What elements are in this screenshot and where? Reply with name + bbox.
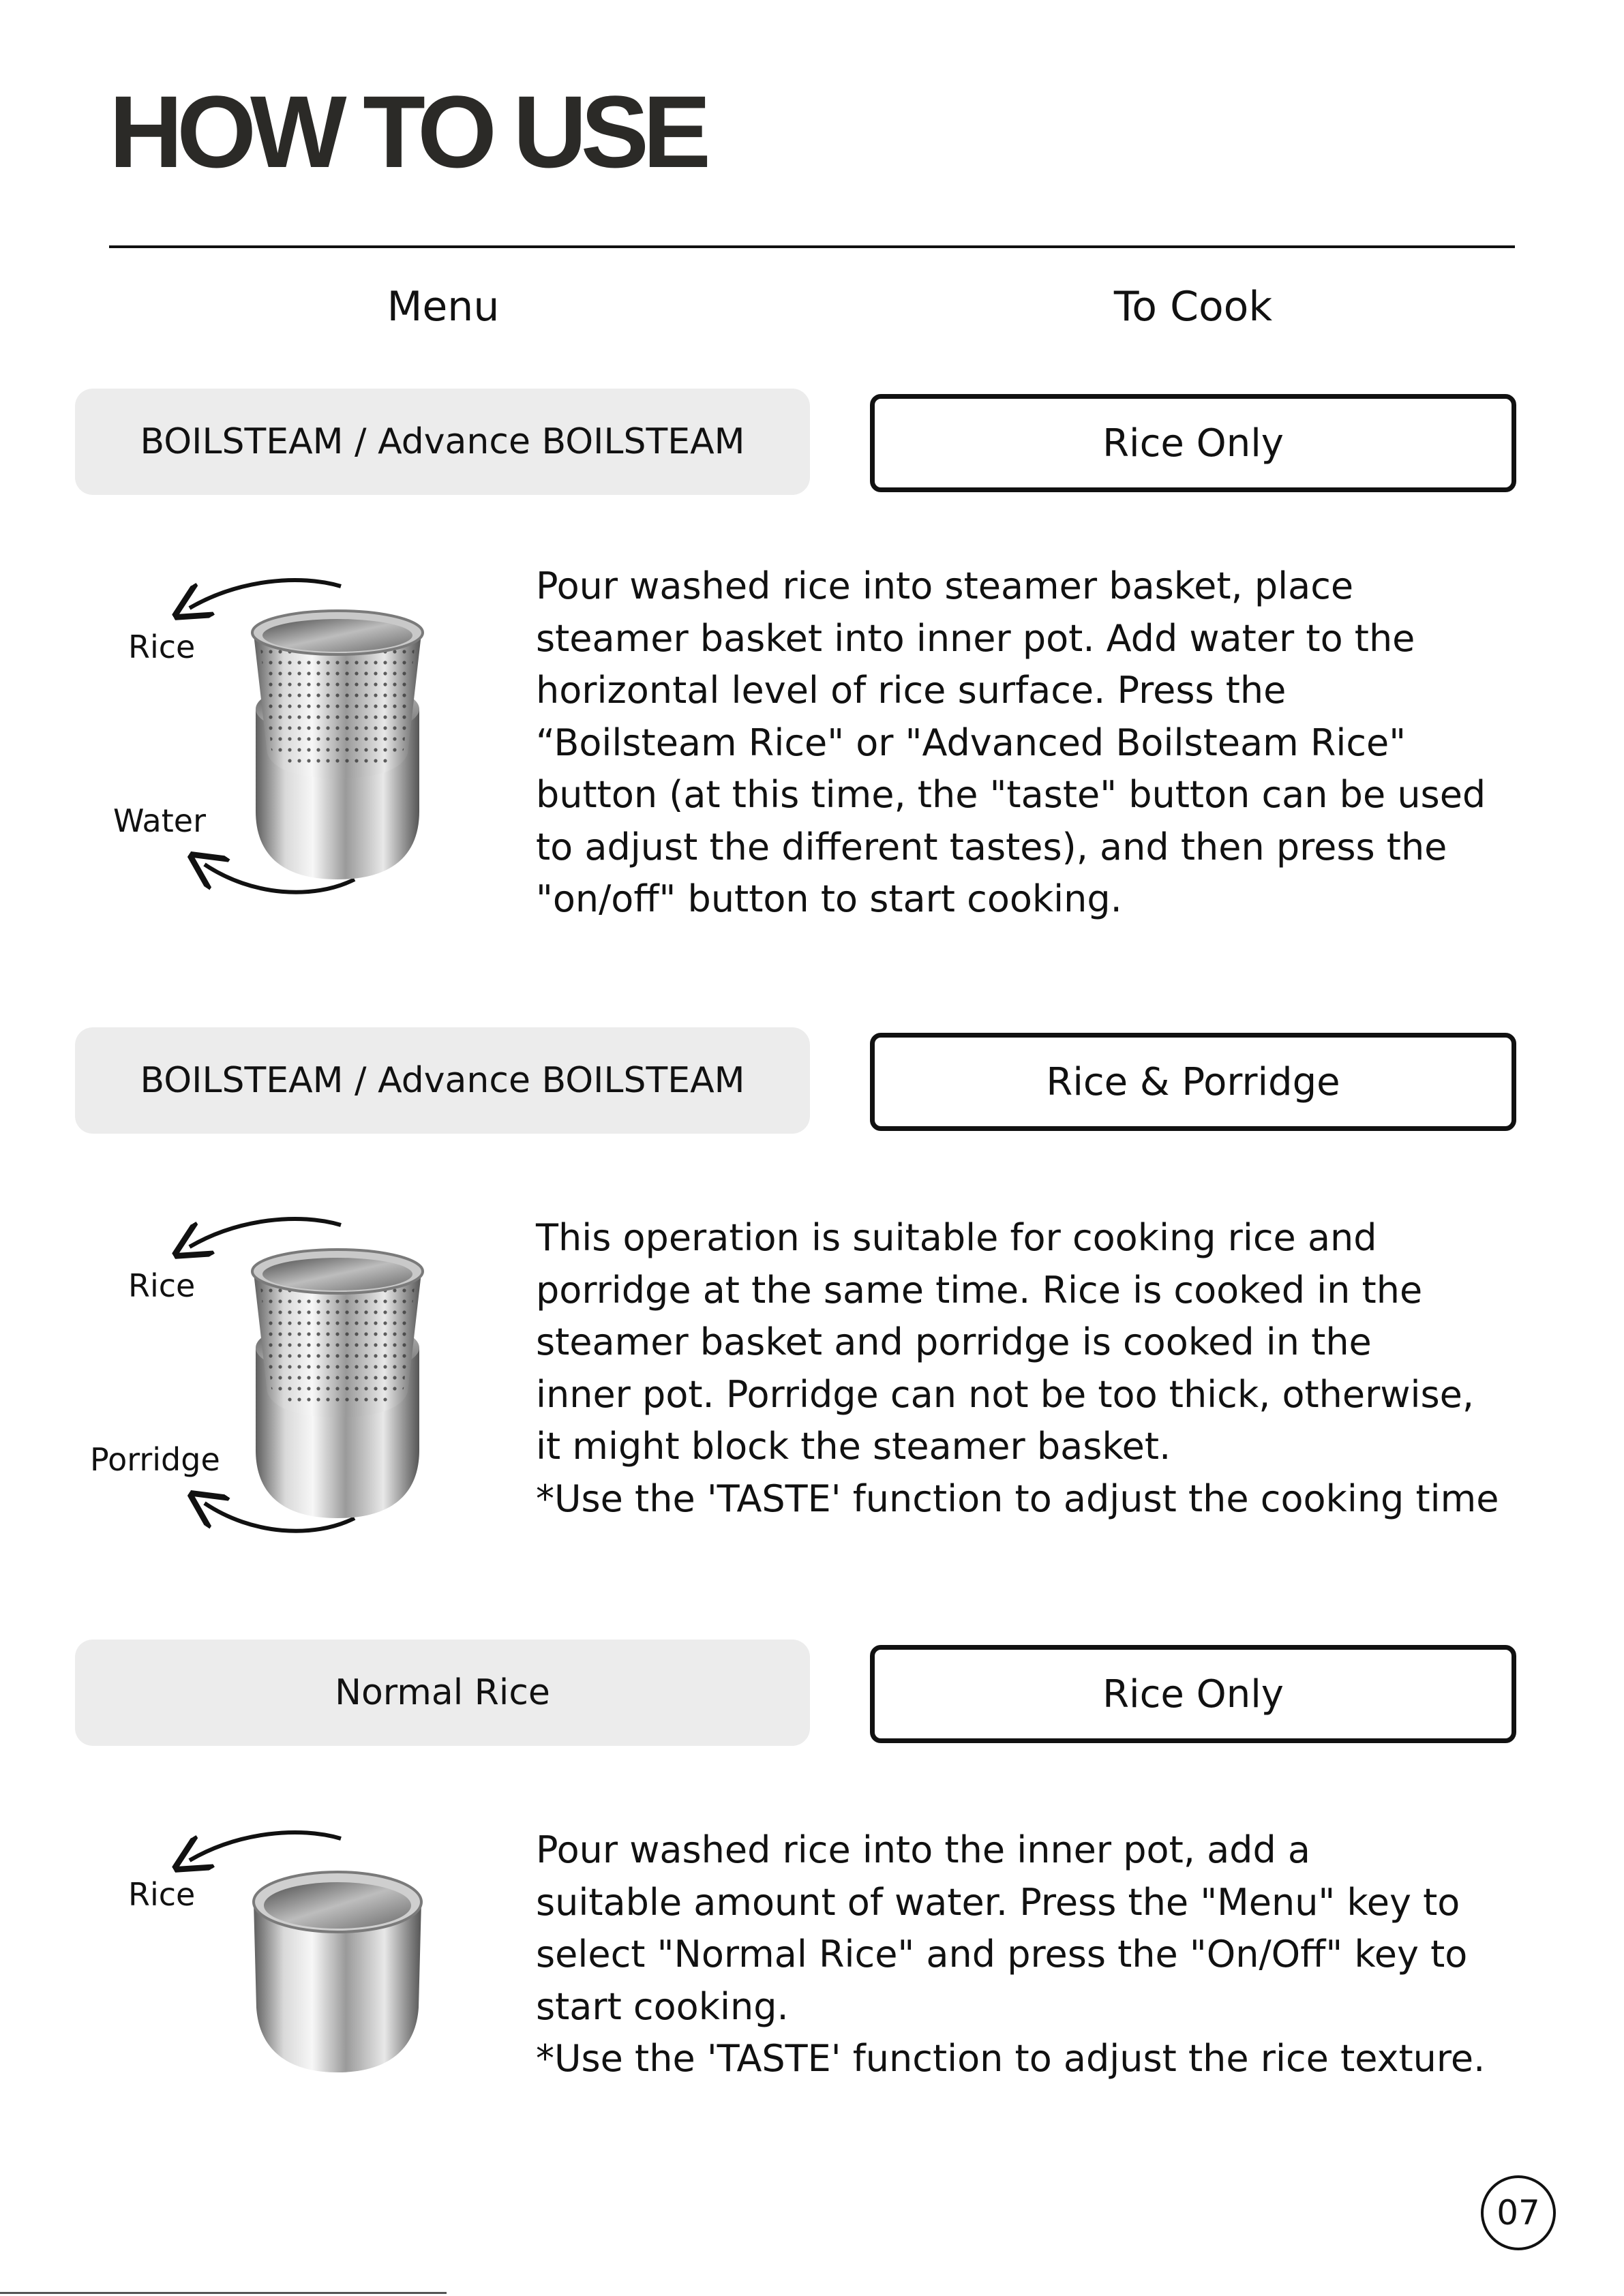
menu-mode-pill: BOILSTEAM / Advance BOILSTEAM bbox=[75, 1027, 810, 1134]
inner-pot-image bbox=[75, 1810, 498, 2096]
rice-label: Rice bbox=[128, 1267, 196, 1304]
steamer-basket-in-pot-image bbox=[75, 1198, 498, 1552]
footer-line bbox=[0, 2292, 447, 2294]
title-divider bbox=[109, 245, 1515, 248]
page-number: 07 bbox=[1481, 2175, 1556, 2250]
column-header-to-cook: To Cook bbox=[1113, 283, 1273, 331]
rice-label: Rice bbox=[128, 1876, 196, 1913]
column-header-menu: Menu bbox=[387, 283, 500, 331]
page-title: HOW TO USE bbox=[109, 74, 705, 189]
water-label: Water bbox=[113, 802, 206, 839]
to-cook-box: Rice Only bbox=[870, 1645, 1516, 1743]
instruction-text: Pour washed rice into steamer basket, place steamer basket into inner pot. Add water to the horizontal level of rice surface. Press the “Boilsteam Rice" or "Advanced Boilsteam Rice" button (at this time, the "taste" button can be used to adjust the different tastes), and then press the "on/off" button to start cooking. bbox=[536, 564, 1486, 920]
menu-mode-pill: BOILSTEAM / Advance BOILSTEAM bbox=[75, 389, 810, 495]
to-cook-box: Rice & Porridge bbox=[870, 1033, 1516, 1131]
steamer-basket-in-pot-image bbox=[75, 559, 498, 913]
porridge-label: Porridge bbox=[90, 1441, 220, 1478]
instruction-text: Pour washed rice into the inner pot, add a suitable amount of water. Press the "Menu" key to select "Normal Rice" and press the "On/Off" key to start cooking. *Use the 'TASTE' function to adjust the rice texture. bbox=[536, 1828, 1486, 2080]
menu-mode-pill: Normal Rice bbox=[75, 1640, 810, 1746]
instruction-text: This operation is suitable for cooking rice and porridge at the same time. Rice is cooked in the steamer basket and porridge is cooked in the inner pot. Porridge can not be too thick, otherwise, it might block the steamer basket. *Use the 'TASTE' function to adjust the cooking time bbox=[536, 1216, 1499, 1520]
rice-label: Rice bbox=[128, 629, 196, 665]
to-cook-box: Rice Only bbox=[870, 394, 1516, 492]
